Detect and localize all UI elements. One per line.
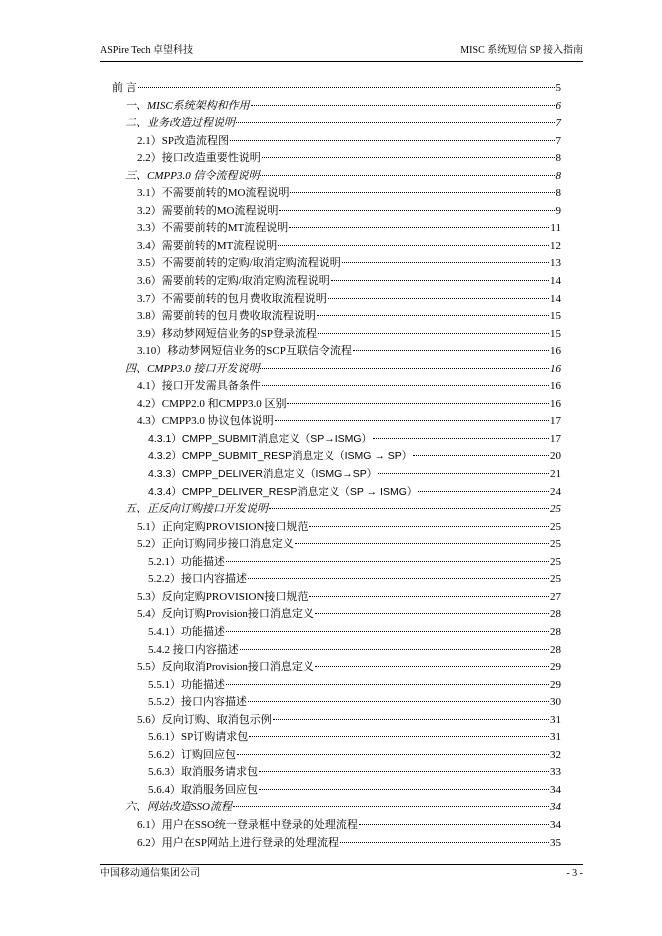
- toc-entry-title: 3.6）需要前转的定购/取消定购流程说明: [137, 275, 330, 288]
- toc-entry[interactable]: [100, 203, 561, 221]
- toc-dot-leader: [353, 350, 549, 351]
- toc-entry-page: 25: [550, 555, 561, 568]
- toc-entry-page: 20: [550, 450, 561, 463]
- toc-entry-title: 4.3.2）CMPP_SUBMIT_RESP消息定义（ISMG → SP）: [148, 450, 413, 463]
- toc-entry[interactable]: [100, 150, 561, 168]
- toc-entry[interactable]: [100, 764, 561, 782]
- toc-entry-page: 25: [550, 503, 561, 516]
- toc-entry[interactable]: [100, 554, 561, 572]
- toc-entry[interactable]: [100, 396, 561, 414]
- toc-entry[interactable]: [100, 378, 561, 396]
- page-number: - 3 -: [566, 868, 583, 879]
- footer-organization: 中国移动通信集团公司: [100, 868, 200, 879]
- toc-dot-leader: [289, 227, 549, 228]
- toc-entry[interactable]: [100, 115, 561, 133]
- toc-dot-leader: [315, 613, 549, 614]
- toc-entry-title: 6.2）用户在SP网站上进行登录的处理流程: [137, 836, 339, 849]
- toc-entry-title: 5.3）反向定购PROVISION接口规范: [137, 590, 309, 603]
- toc-entry-page: 31: [550, 713, 561, 726]
- toc-entry-title: 三、CMPP3.0 信令流程说明: [125, 169, 260, 182]
- toc-entry-page: 9: [555, 204, 561, 217]
- toc-entry-page: 17: [550, 415, 561, 428]
- toc-entry-page: 8: [555, 169, 561, 182]
- toc-dot-leader: [331, 280, 549, 281]
- toc-entry[interactable]: [100, 220, 561, 238]
- toc-entry-page: 13: [550, 257, 561, 270]
- toc-dot-leader: [260, 368, 549, 369]
- footer-divider: [100, 864, 583, 865]
- toc-entry-title: 5.4.2 接口内容描述: [148, 643, 239, 656]
- toc-entry-title: 2.2）接口改造重要性说明: [137, 152, 261, 165]
- toc-dot-leader: [309, 526, 549, 527]
- toc-entry-page: 25: [550, 573, 561, 586]
- toc-entry[interactable]: [100, 501, 561, 519]
- toc-entry[interactable]: [100, 291, 561, 309]
- toc-dot-leader: [295, 543, 549, 544]
- toc-entry-page: 34: [550, 818, 561, 831]
- toc-entry-page: 17: [550, 432, 561, 445]
- toc-entry[interactable]: [100, 168, 561, 186]
- toc-entry-title: 5.6）反向订购、取消包示例: [137, 713, 272, 726]
- toc-entry-page: 8: [555, 152, 561, 165]
- toc-entry[interactable]: [100, 782, 561, 800]
- toc-entry-title: 4.3.3）CMPP_DELIVER消息定义（ISMG→SP）: [148, 468, 378, 481]
- page-footer: [100, 867, 583, 883]
- toc-dot-leader: [226, 561, 549, 562]
- toc-entry[interactable]: [100, 694, 561, 712]
- toc-entry-page: 33: [550, 766, 561, 779]
- toc-entry[interactable]: [100, 448, 561, 466]
- toc-entry-title: 4.1）接口开发需具备条件: [137, 380, 261, 393]
- toc-dot-leader: [328, 298, 549, 299]
- toc-entry-page: 32: [550, 748, 561, 761]
- toc-entry-page: 34: [550, 801, 561, 814]
- toc-entry-page: 6: [555, 99, 561, 112]
- toc-entry-title: 3.3）不需要前转的MT流程说明: [137, 222, 289, 235]
- toc-dot-leader: [290, 192, 554, 193]
- toc-entry-page: 15: [550, 327, 561, 340]
- toc-entry-page: 21: [550, 468, 561, 481]
- toc-dot-leader: [359, 824, 549, 825]
- toc-entry[interactable]: [100, 326, 561, 344]
- toc-entry-title: 4.3.4）CMPP_DELIVER_RESP消息定义（SP → ISMG）: [148, 485, 418, 498]
- toc-entry-page: 27: [550, 590, 561, 603]
- toc-entry-title: 5.4.1）功能描述: [148, 625, 225, 638]
- toc-entry-page: 8: [555, 187, 561, 200]
- header-doc-title: MISC 系统短信 SP 接入指南: [460, 45, 583, 56]
- toc-entry[interactable]: [100, 431, 561, 449]
- toc-entry[interactable]: [100, 308, 561, 326]
- toc-dot-leader: [236, 122, 555, 123]
- toc-entry-title: 3.2）需要前转的MO流程说明: [137, 204, 279, 217]
- toc-dot-leader: [262, 157, 555, 158]
- toc-dot-leader: [138, 87, 555, 88]
- toc-entry-page: 31: [550, 731, 561, 744]
- toc-entry[interactable]: [100, 817, 561, 835]
- toc-entry[interactable]: [100, 484, 561, 502]
- toc-entry[interactable]: [100, 747, 561, 765]
- toc-dot-leader: [230, 140, 555, 141]
- toc-entry-title: 3.1）不需要前转的MO流程说明: [137, 187, 290, 200]
- toc-entry-page: 11: [550, 222, 561, 235]
- toc-entry[interactable]: [100, 624, 561, 642]
- toc-entry-page: 34: [550, 783, 561, 796]
- toc-entry-page: 5: [555, 82, 561, 94]
- toc-entry[interactable]: [100, 519, 561, 537]
- toc-entry-title: 二、业务改造过程说明: [125, 117, 235, 130]
- toc-entry-page: 14: [550, 275, 561, 288]
- toc-entry-title: 6.1）用户在SSO统一登录框中登录的处理流程: [137, 818, 358, 831]
- toc-entry-page: 25: [550, 538, 561, 551]
- toc-entry[interactable]: [100, 413, 561, 431]
- toc-entry-title: 3.5）不需要前转的定购/取消定购流程说明: [137, 257, 341, 270]
- toc-entry[interactable]: [100, 642, 561, 660]
- toc-entry-title: 3.10）移动梦网短信业务的SCP互联信令流程: [137, 345, 352, 358]
- toc-entry-title: 5.5.1）功能描述: [148, 678, 225, 691]
- toc-entry-title: 四、CMPP3.0 接口开发说明: [125, 362, 260, 375]
- toc-dot-leader: [251, 105, 555, 106]
- toc-entry[interactable]: [100, 80, 561, 98]
- toc-dot-leader: [226, 631, 549, 632]
- toc-entry[interactable]: [100, 835, 561, 853]
- toc-entry-page: 7: [555, 134, 561, 147]
- toc-entry-title: 五、正反向订购接口开发说明: [125, 503, 268, 516]
- toc-entry-title: 5.4）反向订购Provision接口消息定义: [137, 608, 314, 621]
- toc-entry[interactable]: [100, 677, 561, 695]
- toc-entry[interactable]: [100, 536, 561, 554]
- toc-entry-page: 12: [550, 239, 561, 252]
- toc-entry-page: 28: [550, 608, 561, 621]
- header-company: ASPire Tech 卓望科技: [100, 45, 193, 56]
- toc-dot-leader: [226, 684, 549, 685]
- toc-entry-page: 29: [550, 678, 561, 691]
- toc-entry[interactable]: [100, 799, 561, 817]
- toc-dot-leader: [249, 736, 549, 737]
- toc-entry[interactable]: [100, 712, 561, 730]
- toc-entry-page: 24: [550, 485, 561, 498]
- toc-dot-leader: [342, 262, 549, 263]
- toc-dot-leader: [309, 596, 549, 597]
- toc-dot-leader: [413, 455, 549, 456]
- toc-entry[interactable]: [100, 466, 561, 484]
- toc-dot-leader: [262, 385, 549, 386]
- toc-entry-title: 2.1）SP改造流程图: [137, 134, 229, 147]
- toc-entry-page: 16: [550, 397, 561, 410]
- toc-entry-page: 28: [550, 643, 561, 656]
- toc-entry-page: 35: [550, 836, 561, 849]
- toc-dot-leader: [260, 175, 554, 176]
- toc-dot-leader: [275, 420, 549, 421]
- toc-entry-title: 5.6.1）SP订购请求包: [148, 731, 249, 744]
- toc-entry-title: 5.6.2）订购回应包: [148, 748, 236, 761]
- toc-entry-title: 5.6.3）取消服务请求包: [148, 766, 258, 779]
- toc-entry[interactable]: [100, 571, 561, 589]
- table-of-contents: [100, 80, 561, 852]
- toc-entry-page: 28: [550, 625, 561, 638]
- toc-dot-leader: [248, 578, 549, 579]
- toc-dot-leader: [248, 701, 549, 702]
- toc-entry-title: 3.8）需要前转的包月费收取流程说明: [137, 310, 316, 323]
- toc-entry-page: 16: [550, 362, 561, 375]
- toc-entry-page: 16: [550, 380, 561, 393]
- toc-entry-title: 5.5）反向取消Provision接口消息定义: [137, 661, 314, 674]
- toc-entry-title: 5.2.1）功能描述: [148, 555, 225, 568]
- toc-entry[interactable]: [100, 238, 561, 256]
- toc-entry-title: 5.6.4）取消服务回应包: [148, 783, 258, 796]
- toc-entry-title: 4.3）CMPP3.0 协议包体说明: [137, 415, 274, 428]
- toc-entry-title: 3.9）移动梦网短信业务的SP登录流程: [137, 327, 317, 340]
- toc-entry[interactable]: [100, 185, 561, 203]
- toc-entry-page: 25: [550, 520, 561, 533]
- toc-entry-title: 5.1）正向定购PROVISION接口规范: [137, 520, 309, 533]
- toc-entry-title: 4.3.1）CMPP_SUBMIT消息定义（SP→ISMG）: [148, 432, 373, 445]
- toc-entry-title: 前 言: [112, 82, 137, 94]
- toc-entry[interactable]: [100, 729, 561, 747]
- toc-entry[interactable]: [100, 659, 561, 677]
- toc-dot-leader: [237, 754, 549, 755]
- toc-entry[interactable]: [100, 98, 561, 116]
- toc-entry-title: 一、MISC系统架构和作用: [125, 99, 250, 112]
- toc-entry[interactable]: [100, 343, 561, 361]
- toc-dot-leader: [373, 438, 549, 439]
- toc-dot-leader: [340, 842, 549, 843]
- toc-dot-leader: [278, 245, 549, 246]
- toc-entry-title: 5.5.2）接口内容描述: [148, 696, 247, 709]
- header-divider: [100, 61, 583, 62]
- toc-entry[interactable]: [100, 361, 561, 379]
- toc-dot-leader: [273, 719, 549, 720]
- toc-dot-leader: [318, 333, 549, 334]
- toc-entry-title: 5.2.2）接口内容描述: [148, 573, 247, 586]
- toc-dot-leader: [279, 210, 554, 211]
- toc-dot-leader: [287, 403, 549, 404]
- toc-entry-title: 六、网站改造SSO流程: [125, 801, 232, 814]
- toc-entry-page: 29: [550, 661, 561, 674]
- toc-dot-leader: [315, 666, 549, 667]
- toc-dot-leader: [240, 649, 549, 650]
- toc-entry-page: 30: [550, 696, 561, 709]
- toc-entry[interactable]: [100, 133, 561, 151]
- toc-entry-title: 3.7）不需要前转的包月费收取流程说明: [137, 292, 327, 305]
- toc-entry[interactable]: [100, 273, 561, 291]
- page-header: [100, 44, 583, 60]
- toc-entry-page: 14: [550, 292, 561, 305]
- toc-dot-leader: [317, 315, 549, 316]
- toc-entry-page: 15: [550, 310, 561, 323]
- toc-entry-title: 5.2）正向订购同步接口消息定义: [137, 538, 294, 551]
- toc-entry[interactable]: [100, 606, 561, 624]
- toc-entry[interactable]: [100, 255, 561, 273]
- toc-dot-leader: [269, 508, 549, 509]
- toc-dot-leader: [259, 771, 549, 772]
- toc-dot-leader: [259, 789, 549, 790]
- toc-dot-leader: [418, 491, 549, 492]
- toc-entry-title: 4.2）CMPP2.0 和CMPP3.0 区别: [137, 397, 287, 410]
- toc-entry-title: 3.4）需要前转的MT流程说明: [137, 239, 278, 252]
- toc-entry-page: 16: [550, 345, 561, 358]
- toc-dot-leader: [233, 806, 549, 807]
- toc-dot-leader: [378, 473, 549, 474]
- toc-entry-page: 7: [555, 117, 561, 130]
- toc-entry[interactable]: [100, 589, 561, 607]
